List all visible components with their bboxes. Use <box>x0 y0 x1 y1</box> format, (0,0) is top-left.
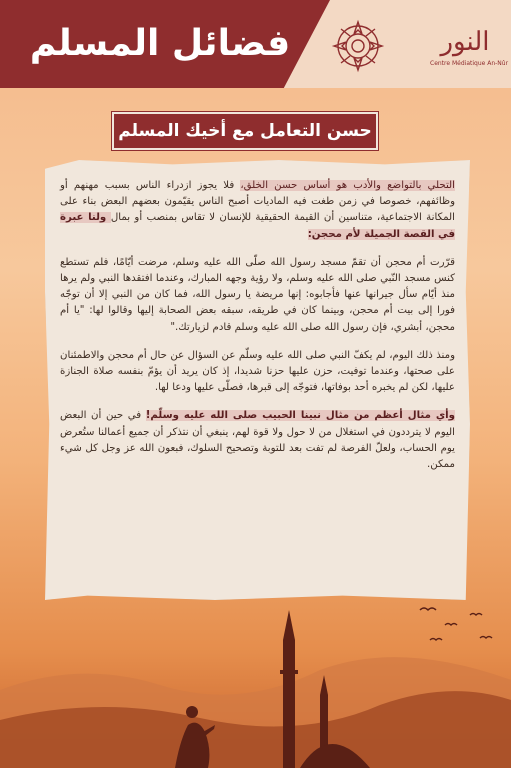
section-title: حسن التعامل مع أخيك المسلم <box>112 112 378 150</box>
paragraph-1-text: فلا يجوز ازدراء الناس بسبب مهنهم أو وظائفهم، خصوصا في زمن طغت فيه الماديات أصبح الناس يقيّمون بعضهم البعض بناء على المكانة الاجتماعية، متناسين أن القيمة الحقيقية للإنسان لا تقاس بمنصب أو بمال <box>60 180 455 224</box>
article-body <box>60 178 455 590</box>
paragraph-4 <box>60 408 455 473</box>
mosque-silhouette-scene <box>0 600 511 768</box>
logo <box>430 20 509 80</box>
mandala-ornament-icon <box>330 18 386 74</box>
paragraph-2: قرّرت أم محجن أن تقمّ مسجد رسول الله صلّى الله عليه وسلم، مرضت أيّامًا، فلم تستطع كنس مسجد النّبي صلى الله عليه وسلم، ولا رؤية وجهه المبارك، وعندما افتقدها النبي ولم يرها منذ أيّام سأل جيرانها عنها فأجابوه: إنها مريضة يا رسول الله، فما كان من النبي إلا أن توجّه فورا إلى بيت أم محجن، وبينما كان في طريقه، سبقه بعض الصحابة إليها وقالوا لها: "يا أم محجن، أبشري، فإن رسول الله صلى الله عليه وسلم قادم لزيارتك." <box>60 256 455 333</box>
highlight-1: التحلي بالتواضع والأدب هو أساس حسن الخلق، <box>240 180 455 191</box>
paragraph-4-text: في حين أن البعض اليوم لا يترددون في استغلال من لا حول ولا قوة لهم، ينبغي أن نتذكر أن جميع أعمالنا ستُعرض يوم الحساب، ولعلّ الفرصة لم تفت بعد للتوبة وتصحيح السلوك، فبعون الله عز وجل كل شيء ممكن. <box>60 410 455 471</box>
logo-text: النور <box>440 27 490 57</box>
paragraph-3: ومنذ ذلك اليوم، لم يكفّ النبي صلى الله عليه وسلّم عن السؤال عن حال أم محجن والاطمئنان على صحتها، وعندما توفيت، حزن عليها حزنا شديدا، إذ كان يريد أن يؤمّ بنفسه صلاة الجنازة عليها، لكن لم يخبره أحد بوفاتها، فتوجّه إلى قبرها، فصلّى عليها ودعا لها. <box>60 349 455 394</box>
logo-mark-icon <box>430 20 500 60</box>
logo-caption: Centre Médiatique An-Nûr <box>430 60 509 67</box>
paragraph-1 <box>60 178 455 243</box>
highlight-3: وأي مثال أعظم من مثال نبينا الحبيب صلى الله عليه وسلّم! <box>145 410 455 422</box>
highlight-2: ولنا عبرة في القصة الجميلة لأم محجن: <box>60 212 455 240</box>
page-title: فضائل المسلم <box>29 23 291 64</box>
